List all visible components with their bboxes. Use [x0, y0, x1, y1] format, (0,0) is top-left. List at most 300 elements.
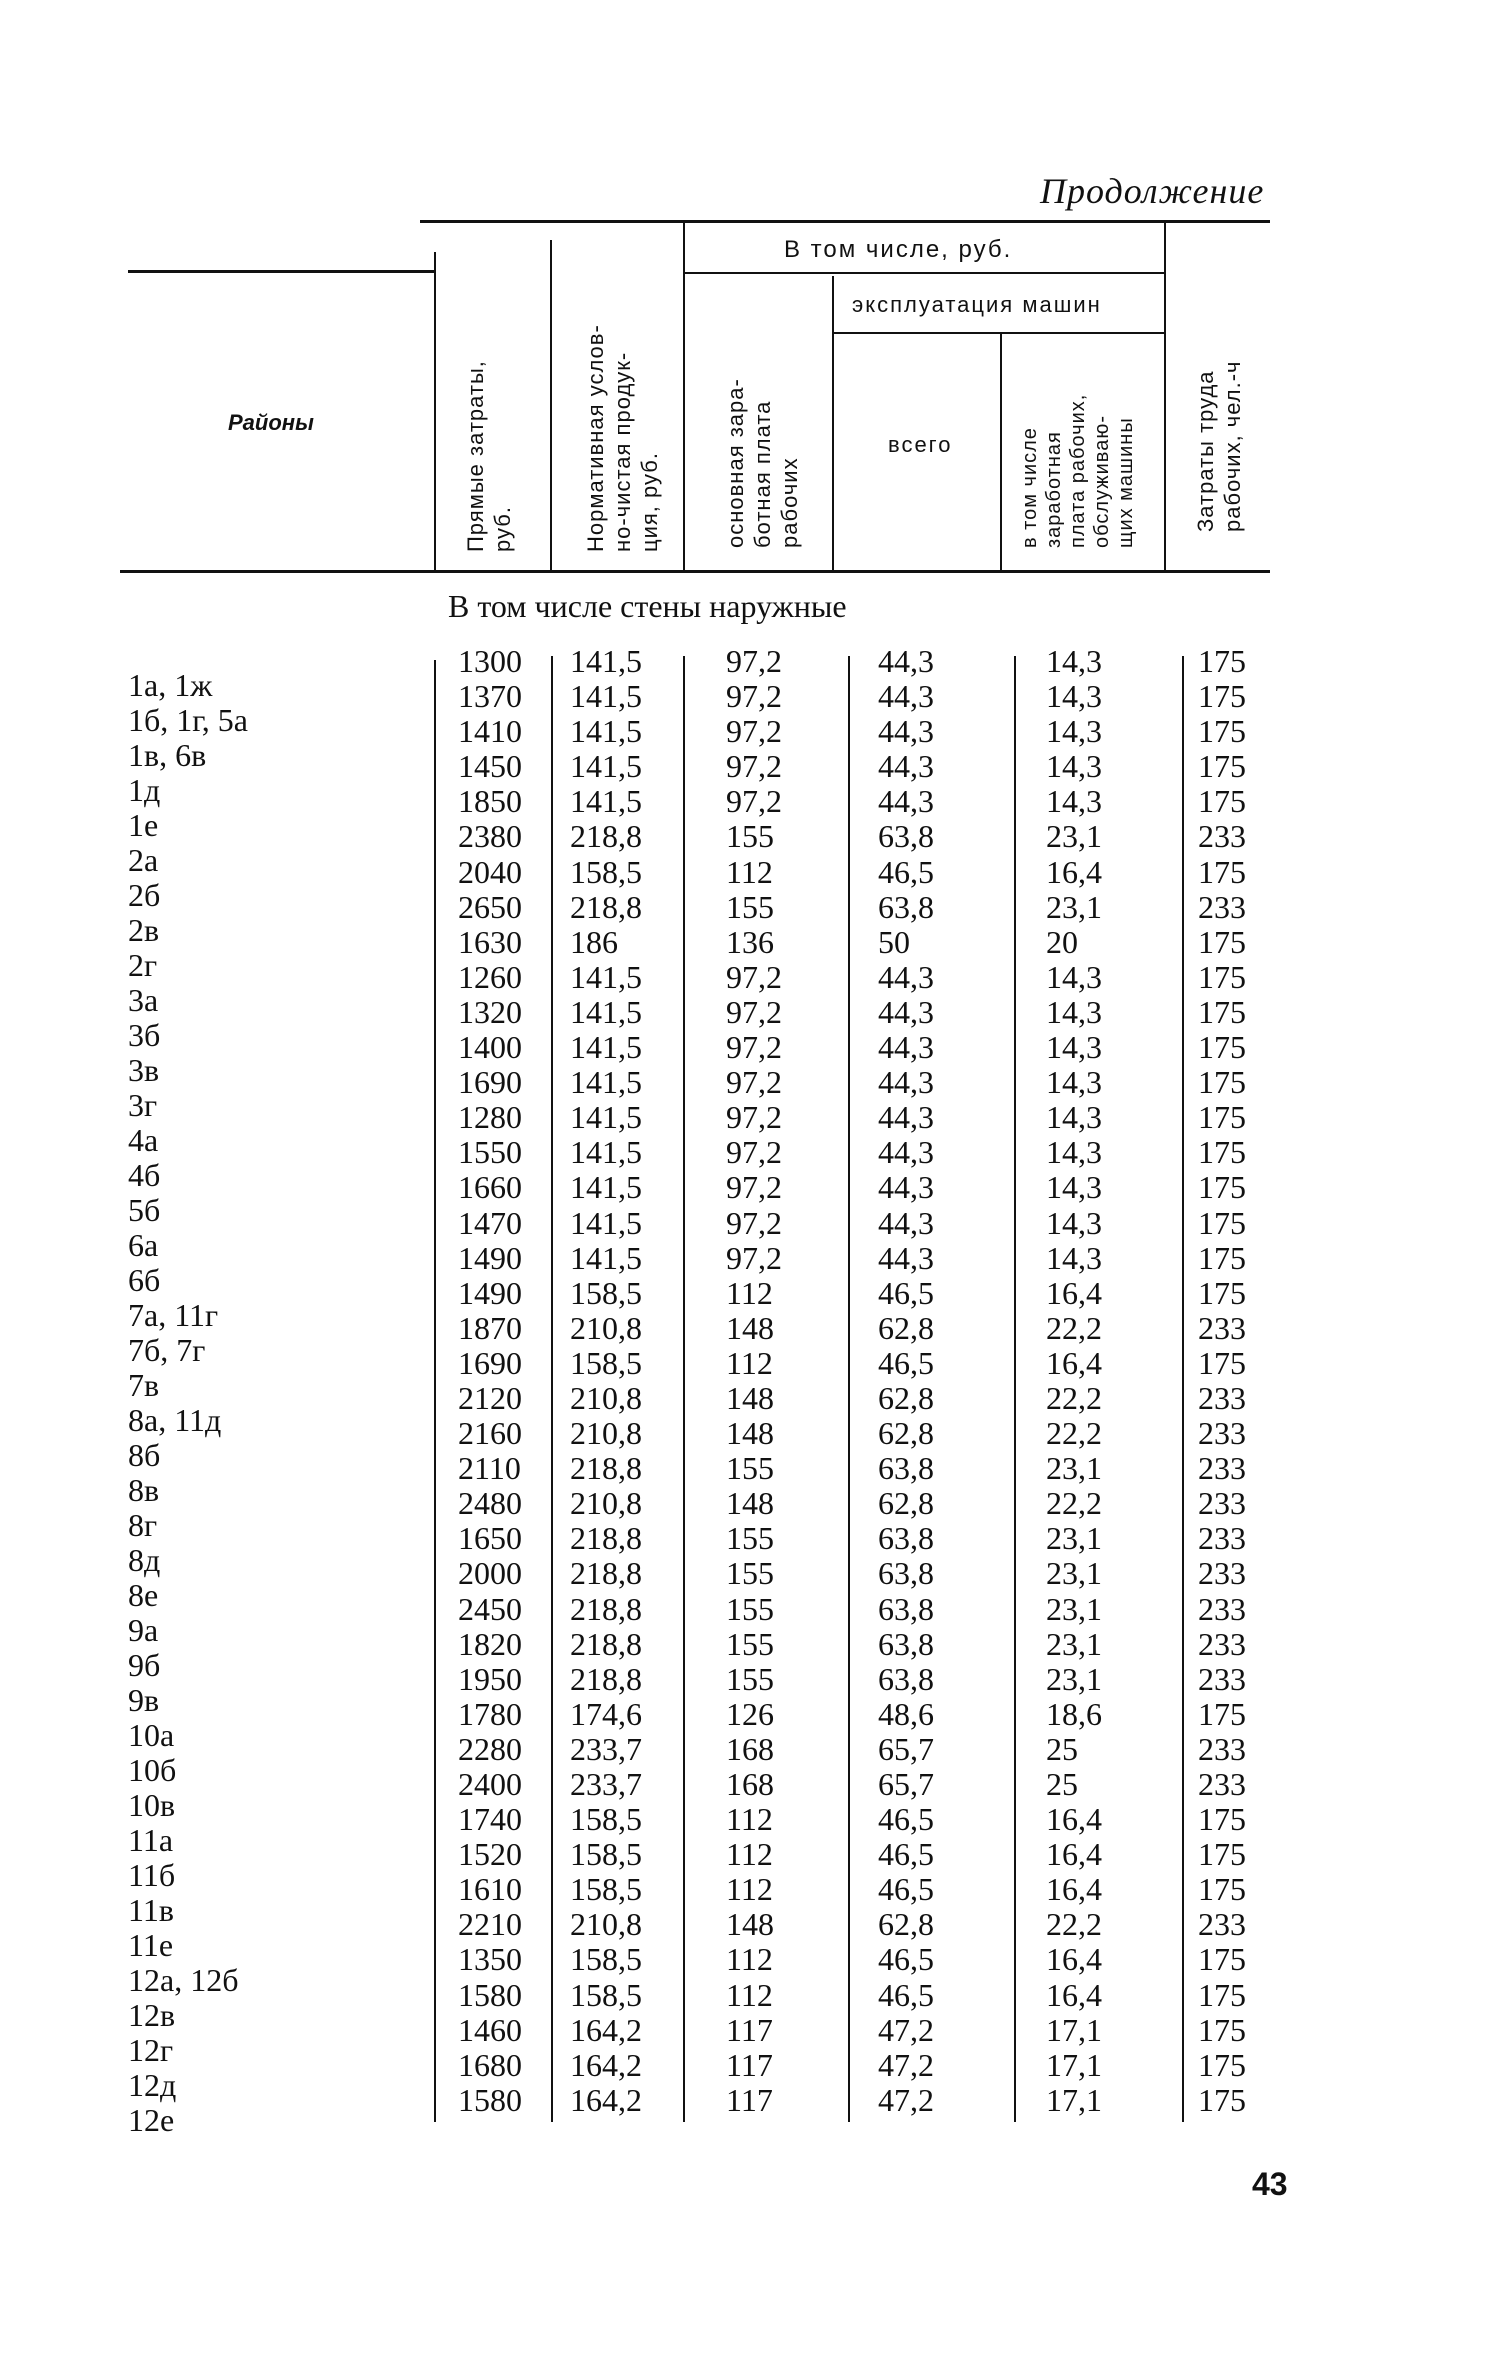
machine-wage-cell: 22,2 — [1046, 1309, 1102, 1346]
direct-costs-cell: 1690 — [458, 1064, 522, 1101]
including-rule — [684, 272, 1164, 274]
labor-cell: 175 — [1198, 1204, 1246, 1241]
continuation-label: Продолжение — [1040, 171, 1265, 211]
body-divider-6 — [1182, 656, 1184, 2122]
machine-rule — [832, 332, 1164, 334]
machine-wage-cell: 16,4 — [1046, 1801, 1102, 1838]
machine-wage-cell: 14,3 — [1046, 1239, 1102, 1276]
base-wage-cell: 155 — [726, 818, 774, 855]
machine-total-cell: 44,3 — [878, 1064, 934, 1101]
direct-costs-cell: 1470 — [458, 1204, 522, 1241]
base-wage-cell: 112 — [726, 1941, 773, 1978]
header-divider-4 — [832, 276, 834, 570]
direct-costs-cell: 1870 — [458, 1309, 522, 1346]
normative-net-output-cell: 141,5 — [570, 713, 642, 750]
labor-cell: 175 — [1198, 1941, 1246, 1978]
column-labor — [1198, 644, 1246, 2118]
machine-total-cell: 44,3 — [878, 1134, 934, 1171]
base-wage-cell: 148 — [726, 1906, 774, 1943]
labor-cell: 175 — [1198, 1695, 1246, 1732]
machine-total-cell: 44,3 — [878, 1029, 934, 1066]
normative-net-output-cell: 141,5 — [570, 1064, 642, 1101]
direct-costs-cell: 1400 — [458, 1029, 522, 1066]
machine-wage-cell: 23,1 — [1046, 1520, 1102, 1557]
base-wage-cell: 97,2 — [726, 958, 782, 995]
direct-costs-cell: 1630 — [458, 923, 522, 960]
base-wage-cell: 97,2 — [726, 748, 782, 785]
normative-net-output-cell: 158,5 — [570, 1941, 642, 1978]
body-divider-3 — [683, 656, 685, 2122]
header-machine-wage: в том числе заработная плата рабочих, обслуживаю- щих машины — [1019, 393, 1137, 548]
direct-costs-cell: 1520 — [458, 1836, 522, 1873]
labor-cell: 175 — [1198, 958, 1246, 995]
district-label: 7в — [128, 1367, 160, 1403]
machine-wage-cell: 22,2 — [1046, 1906, 1102, 1943]
base-wage-cell: 155 — [726, 888, 774, 925]
header-labor: Затраты труда рабочих, чел.-ч — [1193, 360, 1245, 532]
direct-costs-cell: 1950 — [458, 1660, 522, 1697]
section-title: В том числе стены наружные — [448, 588, 847, 624]
machine-wage-cell: 14,3 — [1046, 958, 1102, 995]
direct-costs-cell: 1490 — [458, 1274, 522, 1311]
direct-costs-cell: 1580 — [458, 2081, 522, 2118]
district-label: 8д — [128, 1542, 161, 1578]
labor-cell: 175 — [1198, 643, 1246, 679]
base-wage-cell: 97,2 — [726, 1169, 782, 1206]
machine-wage-cell: 25 — [1046, 1730, 1078, 1767]
base-wage-cell: 168 — [726, 1730, 774, 1767]
machine-wage-cell: 14,3 — [1046, 1029, 1102, 1066]
labor-cell: 175 — [1198, 1029, 1246, 1066]
district-label: 4б — [128, 1157, 161, 1193]
machine-total-cell: 44,3 — [878, 748, 934, 785]
column-machine-wage — [1046, 644, 1102, 2118]
labor-cell: 233 — [1198, 1590, 1246, 1627]
district-label: 4а — [128, 1122, 159, 1158]
normative-net-output-cell: 218,8 — [570, 1450, 642, 1487]
normative-net-output-cell: 141,5 — [570, 1099, 642, 1136]
normative-net-output-cell: 164,2 — [570, 2011, 642, 2048]
normative-net-output-cell: 141,5 — [570, 643, 642, 679]
district-label: 10в — [128, 1787, 176, 1823]
machine-total-cell: 46,5 — [878, 1344, 934, 1381]
machine-wage-cell: 14,3 — [1046, 1064, 1102, 1101]
machine-total-cell: 44,3 — [878, 1099, 934, 1136]
labor-cell: 175 — [1198, 748, 1246, 785]
district-label: 9в — [128, 1682, 160, 1718]
normative-net-output-cell: 158,5 — [570, 1274, 642, 1311]
district-label: 10б — [128, 1752, 177, 1788]
header-machine-operation: эксплуатация машин — [852, 292, 1102, 317]
direct-costs-cell: 2480 — [458, 1485, 522, 1522]
normative-net-output-cell: 174,6 — [570, 1695, 642, 1732]
base-wage-cell: 97,2 — [726, 1204, 782, 1241]
machine-wage-cell: 23,1 — [1046, 818, 1102, 855]
district-label: 2б — [128, 877, 161, 913]
normative-net-output-cell: 210,8 — [570, 1415, 642, 1452]
district-label: 9б — [128, 1647, 161, 1683]
machine-total-cell: 46,5 — [878, 1836, 934, 1873]
machine-wage-cell: 23,1 — [1046, 1555, 1102, 1592]
top-rule-right — [420, 220, 1270, 223]
machine-wage-cell: 16,4 — [1046, 1871, 1102, 1908]
district-label: 7б, 7г — [128, 1332, 206, 1368]
direct-costs-cell: 1490 — [458, 1239, 522, 1276]
labor-cell: 233 — [1198, 1485, 1246, 1522]
labor-cell: 233 — [1198, 1555, 1246, 1592]
direct-costs-cell: 1740 — [458, 1801, 522, 1838]
direct-costs-cell: 1410 — [458, 713, 522, 750]
base-wage-cell: 148 — [726, 1309, 774, 1346]
labor-cell: 175 — [1198, 1871, 1246, 1908]
direct-costs-cell: 1680 — [458, 2046, 522, 2083]
labor-cell: 233 — [1198, 888, 1246, 925]
base-wage-cell: 112 — [726, 853, 773, 890]
base-wage-cell: 97,2 — [726, 993, 782, 1030]
machine-total-cell: 63,8 — [878, 1660, 934, 1697]
direct-costs-cell: 1580 — [458, 1976, 522, 2013]
machine-wage-cell: 23,1 — [1046, 1450, 1102, 1487]
labor-cell: 175 — [1198, 2046, 1246, 2083]
base-wage-cell: 97,2 — [726, 783, 782, 820]
machine-total-cell: 46,5 — [878, 1801, 934, 1838]
header-normative-net-output: Нормативная услов- но-чистая продук- ция, руб. — [583, 324, 662, 552]
header-divider-2 — [550, 240, 552, 570]
labor-cell: 175 — [1198, 923, 1246, 960]
base-wage-cell: 97,2 — [726, 678, 782, 715]
base-wage-cell: 117 — [726, 2046, 773, 2083]
direct-costs-cell: 1350 — [458, 1941, 522, 1978]
machine-wage-cell: 14,3 — [1046, 1204, 1102, 1241]
column-machine-total — [878, 644, 934, 2118]
direct-costs-cell: 1260 — [458, 958, 522, 995]
labor-cell: 233 — [1198, 1415, 1246, 1452]
labor-cell: 175 — [1198, 1836, 1246, 1873]
machine-wage-cell: 22,2 — [1046, 1485, 1102, 1522]
labor-cell: 175 — [1198, 713, 1246, 750]
district-label: 1б, 1г, 5а — [128, 702, 248, 738]
district-label: 3в — [128, 1052, 160, 1088]
normative-net-output-cell: 210,8 — [570, 1906, 642, 1943]
normative-net-output-cell: 141,5 — [570, 748, 642, 785]
direct-costs-cell: 1300 — [458, 643, 522, 679]
direct-costs-cell: 1320 — [458, 993, 522, 1030]
district-label: 7а, 11г — [128, 1297, 219, 1333]
labor-cell: 175 — [1198, 1064, 1246, 1101]
machine-wage-cell: 17,1 — [1046, 2081, 1102, 2118]
machine-wage-cell: 16,4 — [1046, 1941, 1102, 1978]
labor-cell: 233 — [1198, 1309, 1246, 1346]
direct-costs-cell: 1460 — [458, 2011, 522, 2048]
base-wage-cell: 97,2 — [726, 713, 782, 750]
normative-net-output-cell: 141,5 — [570, 1239, 642, 1276]
machine-total-cell: 48,6 — [878, 1695, 934, 1732]
base-wage-cell: 148 — [726, 1415, 774, 1452]
base-wage-cell: 97,2 — [726, 1029, 782, 1066]
district-label: 8е — [128, 1577, 159, 1613]
normative-net-output-cell: 141,5 — [570, 678, 642, 715]
normative-net-output-cell: 218,8 — [570, 1520, 642, 1557]
machine-wage-cell: 14,3 — [1046, 783, 1102, 820]
district-label: 5б — [128, 1192, 161, 1228]
base-wage-cell: 112 — [726, 1836, 773, 1873]
column-normative-net-output — [570, 644, 642, 2118]
labor-cell: 233 — [1198, 1660, 1246, 1697]
normative-net-output-cell: 218,8 — [570, 1660, 642, 1697]
labor-cell: 175 — [1198, 783, 1246, 820]
machine-wage-cell: 14,3 — [1046, 713, 1102, 750]
normative-net-output-cell: 218,8 — [570, 1590, 642, 1627]
machine-total-cell: 62,8 — [878, 1485, 934, 1522]
machine-total-cell: 46,5 — [878, 1274, 934, 1311]
machine-wage-cell: 23,1 — [1046, 888, 1102, 925]
normative-net-output-cell: 158,5 — [570, 1344, 642, 1381]
machine-total-cell: 63,8 — [878, 1520, 934, 1557]
machine-total-cell: 65,7 — [878, 1766, 934, 1802]
header-direct-costs: Прямые затраты, руб. — [463, 360, 515, 552]
district-label: 12в — [128, 1997, 176, 2033]
machine-total-cell: 44,3 — [878, 1204, 934, 1241]
machine-total-cell: 63,8 — [878, 1625, 934, 1662]
district-label: 8а, 11д — [128, 1402, 222, 1438]
normative-net-output-cell: 218,8 — [570, 888, 642, 925]
machine-wage-cell: 23,1 — [1046, 1625, 1102, 1662]
direct-costs-cell: 2210 — [458, 1906, 522, 1943]
machine-total-cell: 62,8 — [878, 1309, 934, 1346]
machine-wage-cell: 17,1 — [1046, 2011, 1102, 2048]
base-wage-cell: 148 — [726, 1485, 774, 1522]
normative-net-output-cell: 141,5 — [570, 1169, 642, 1206]
labor-cell: 175 — [1198, 2081, 1246, 2118]
base-wage-cell: 112 — [726, 1274, 773, 1311]
base-wage-cell: 112 — [726, 1871, 773, 1908]
base-wage-cell: 117 — [726, 2011, 773, 2048]
header-divider-1 — [434, 252, 436, 570]
header-divider-3 — [683, 222, 685, 570]
machine-total-cell: 46,5 — [878, 1871, 934, 1908]
normative-net-output-cell: 158,5 — [570, 1976, 642, 2013]
normative-net-output-cell: 210,8 — [570, 1379, 642, 1416]
machine-total-cell: 44,3 — [878, 783, 934, 820]
base-wage-cell: 126 — [726, 1695, 774, 1732]
machine-wage-cell: 14,3 — [1046, 993, 1102, 1030]
labor-cell: 175 — [1198, 1169, 1246, 1206]
direct-costs-cell: 1610 — [458, 1871, 522, 1908]
district-label: 1д — [128, 772, 161, 808]
machine-total-cell: 44,3 — [878, 958, 934, 995]
direct-costs-cell: 2280 — [458, 1730, 522, 1767]
normative-net-output-cell: 158,5 — [570, 853, 642, 890]
machine-total-cell: 63,8 — [878, 1590, 934, 1627]
district-label: 10а — [128, 1717, 175, 1753]
base-wage-cell: 117 — [726, 2081, 773, 2118]
normative-net-output-cell: 141,5 — [570, 783, 642, 820]
machine-total-cell: 46,5 — [878, 1976, 934, 2013]
normative-net-output-cell: 141,5 — [570, 1134, 642, 1171]
labor-cell: 175 — [1198, 678, 1246, 715]
header-machine-total: всего — [888, 432, 953, 457]
direct-costs-cell: 2160 — [458, 1415, 522, 1452]
labor-cell: 233 — [1198, 1730, 1246, 1767]
direct-costs-cell: 2000 — [458, 1555, 522, 1592]
body-divider-5 — [1014, 656, 1016, 2122]
district-label: 1е — [128, 807, 159, 843]
normative-net-output-cell: 158,5 — [570, 1836, 642, 1873]
direct-costs-cell: 1660 — [458, 1169, 522, 1206]
machine-wage-cell: 17,1 — [1046, 2046, 1102, 2083]
district-label: 8в — [128, 1472, 160, 1508]
header-districts: Районы — [228, 410, 314, 435]
machine-wage-cell: 14,3 — [1046, 643, 1102, 679]
normative-net-output-cell: 210,8 — [570, 1309, 642, 1346]
normative-net-output-cell: 158,5 — [570, 1871, 642, 1908]
base-wage-cell: 97,2 — [726, 643, 782, 679]
machine-total-cell: 47,2 — [878, 2046, 934, 2083]
district-label: 1а, 1ж — [128, 667, 213, 703]
base-wage-cell: 168 — [726, 1766, 774, 1802]
normative-net-output-cell: 164,2 — [570, 2081, 642, 2118]
machine-total-cell: 44,3 — [878, 1239, 934, 1276]
normative-net-output-cell: 141,5 — [570, 958, 642, 995]
machine-total-cell: 62,8 — [878, 1415, 934, 1452]
machine-total-cell: 46,5 — [878, 853, 934, 890]
labor-cell: 175 — [1198, 1344, 1246, 1381]
base-wage-cell: 155 — [726, 1555, 774, 1592]
base-wage-cell: 155 — [726, 1450, 774, 1487]
column-direct-costs — [458, 644, 522, 2118]
base-wage-cell: 112 — [726, 1976, 773, 2013]
direct-costs-cell: 2120 — [458, 1379, 522, 1416]
machine-total-cell: 65,7 — [878, 1730, 934, 1767]
machine-wage-cell: 22,2 — [1046, 1379, 1102, 1416]
labor-cell: 233 — [1198, 1625, 1246, 1662]
normative-net-output-cell: 210,8 — [570, 1485, 642, 1522]
base-wage-cell: 155 — [726, 1625, 774, 1662]
base-wage-cell: 148 — [726, 1379, 774, 1416]
labor-cell: 175 — [1198, 1274, 1246, 1311]
header-divider-5 — [1000, 334, 1002, 570]
machine-wage-cell: 23,1 — [1046, 1590, 1102, 1627]
normative-net-output-cell: 218,8 — [570, 1625, 642, 1662]
base-wage-cell: 97,2 — [726, 1239, 782, 1276]
machine-total-cell: 44,3 — [878, 993, 934, 1030]
district-label: 12д — [128, 2067, 177, 2103]
district-label: 9а — [128, 1612, 159, 1648]
district-labels — [128, 668, 328, 2138]
direct-costs-cell: 1850 — [458, 783, 522, 820]
machine-total-cell: 63,8 — [878, 888, 934, 925]
labor-cell: 175 — [1198, 1239, 1246, 1276]
base-wage-cell: 97,2 — [726, 1134, 782, 1171]
normative-net-output-cell: 186 — [570, 923, 618, 960]
machine-wage-cell: 25 — [1046, 1766, 1078, 1802]
district-label: 12г — [128, 2032, 174, 2068]
normative-net-output-cell: 158,5 — [570, 1801, 642, 1838]
direct-costs-cell: 2110 — [458, 1450, 521, 1487]
machine-wage-cell: 14,3 — [1046, 1169, 1102, 1206]
direct-costs-cell: 1820 — [458, 1625, 522, 1662]
district-label: 12е — [128, 2102, 175, 2138]
normative-net-output-cell: 141,5 — [570, 993, 642, 1030]
labor-cell: 175 — [1198, 1801, 1246, 1838]
district-label: 3г — [128, 1087, 158, 1123]
district-label: 2в — [128, 912, 160, 948]
machine-total-cell: 44,3 — [878, 678, 934, 715]
labor-cell: 233 — [1198, 1766, 1246, 1802]
machine-wage-cell: 16,4 — [1046, 1976, 1102, 2013]
district-label: 3а — [128, 982, 159, 1018]
base-wage-cell: 136 — [726, 923, 774, 960]
machine-total-cell: 47,2 — [878, 2081, 934, 2118]
machine-total-cell: 62,8 — [878, 1379, 934, 1416]
machine-wage-cell: 16,4 — [1046, 1344, 1102, 1381]
body-divider-4 — [848, 656, 850, 2122]
labor-cell: 175 — [1198, 993, 1246, 1030]
labor-cell: 175 — [1198, 1099, 1246, 1136]
normative-net-output-cell: 141,5 — [570, 1029, 642, 1066]
base-wage-cell: 155 — [726, 1660, 774, 1697]
normative-net-output-cell: 233,7 — [570, 1766, 642, 1802]
column-base-wage — [726, 644, 782, 2118]
base-wage-cell: 97,2 — [726, 1099, 782, 1136]
district-label: 11в — [128, 1892, 174, 1928]
direct-costs-cell: 1370 — [458, 678, 522, 715]
direct-costs-cell: 1450 — [458, 748, 522, 785]
base-wage-cell: 155 — [726, 1520, 774, 1557]
machine-wage-cell: 14,3 — [1046, 1134, 1102, 1171]
base-wage-cell: 155 — [726, 1590, 774, 1627]
normative-net-output-cell: 218,8 — [570, 818, 642, 855]
district-label: 3б — [128, 1017, 161, 1053]
page-number: 43 — [1252, 2166, 1288, 2202]
header-including: В том числе, руб. — [784, 236, 1013, 263]
district-label: 6б — [128, 1262, 161, 1298]
header-base-wage: основная зара- ботная плата рабочих — [723, 378, 802, 548]
machine-total-cell: 63,8 — [878, 818, 934, 855]
direct-costs-cell: 2040 — [458, 853, 522, 890]
district-label: 2г — [128, 947, 158, 983]
district-label: 11б — [128, 1857, 176, 1893]
district-label: 6а — [128, 1227, 159, 1263]
district-label: 11а — [128, 1822, 174, 1858]
labor-cell: 175 — [1198, 1134, 1246, 1171]
direct-costs-cell: 2380 — [458, 818, 522, 855]
header-bottom-rule — [120, 570, 1270, 573]
labor-cell: 233 — [1198, 818, 1246, 855]
district-label: 1в, 6в — [128, 737, 207, 773]
base-wage-cell: 112 — [726, 1344, 773, 1381]
machine-wage-cell: 18,6 — [1046, 1695, 1102, 1732]
labor-cell: 175 — [1198, 2011, 1246, 2048]
header-divider-6 — [1164, 222, 1166, 570]
direct-costs-cell: 2650 — [458, 888, 522, 925]
labor-cell: 233 — [1198, 1906, 1246, 1943]
machine-total-cell: 50 — [878, 923, 910, 960]
district-label: 8г — [128, 1507, 158, 1543]
body-divider-2 — [551, 656, 553, 2122]
direct-costs-cell: 1550 — [458, 1134, 522, 1171]
machine-total-cell: 44,3 — [878, 1169, 934, 1206]
labor-cell: 175 — [1198, 1976, 1246, 2013]
body-divider-1 — [434, 660, 436, 2122]
normative-net-output-cell: 218,8 — [570, 1555, 642, 1592]
labor-cell: 233 — [1198, 1450, 1246, 1487]
labor-cell: 233 — [1198, 1379, 1246, 1416]
district-label: 12а, 12б — [128, 1962, 239, 1998]
labor-cell: 175 — [1198, 853, 1246, 890]
machine-total-cell: 46,5 — [878, 1941, 934, 1978]
base-wage-cell: 112 — [726, 1801, 773, 1838]
